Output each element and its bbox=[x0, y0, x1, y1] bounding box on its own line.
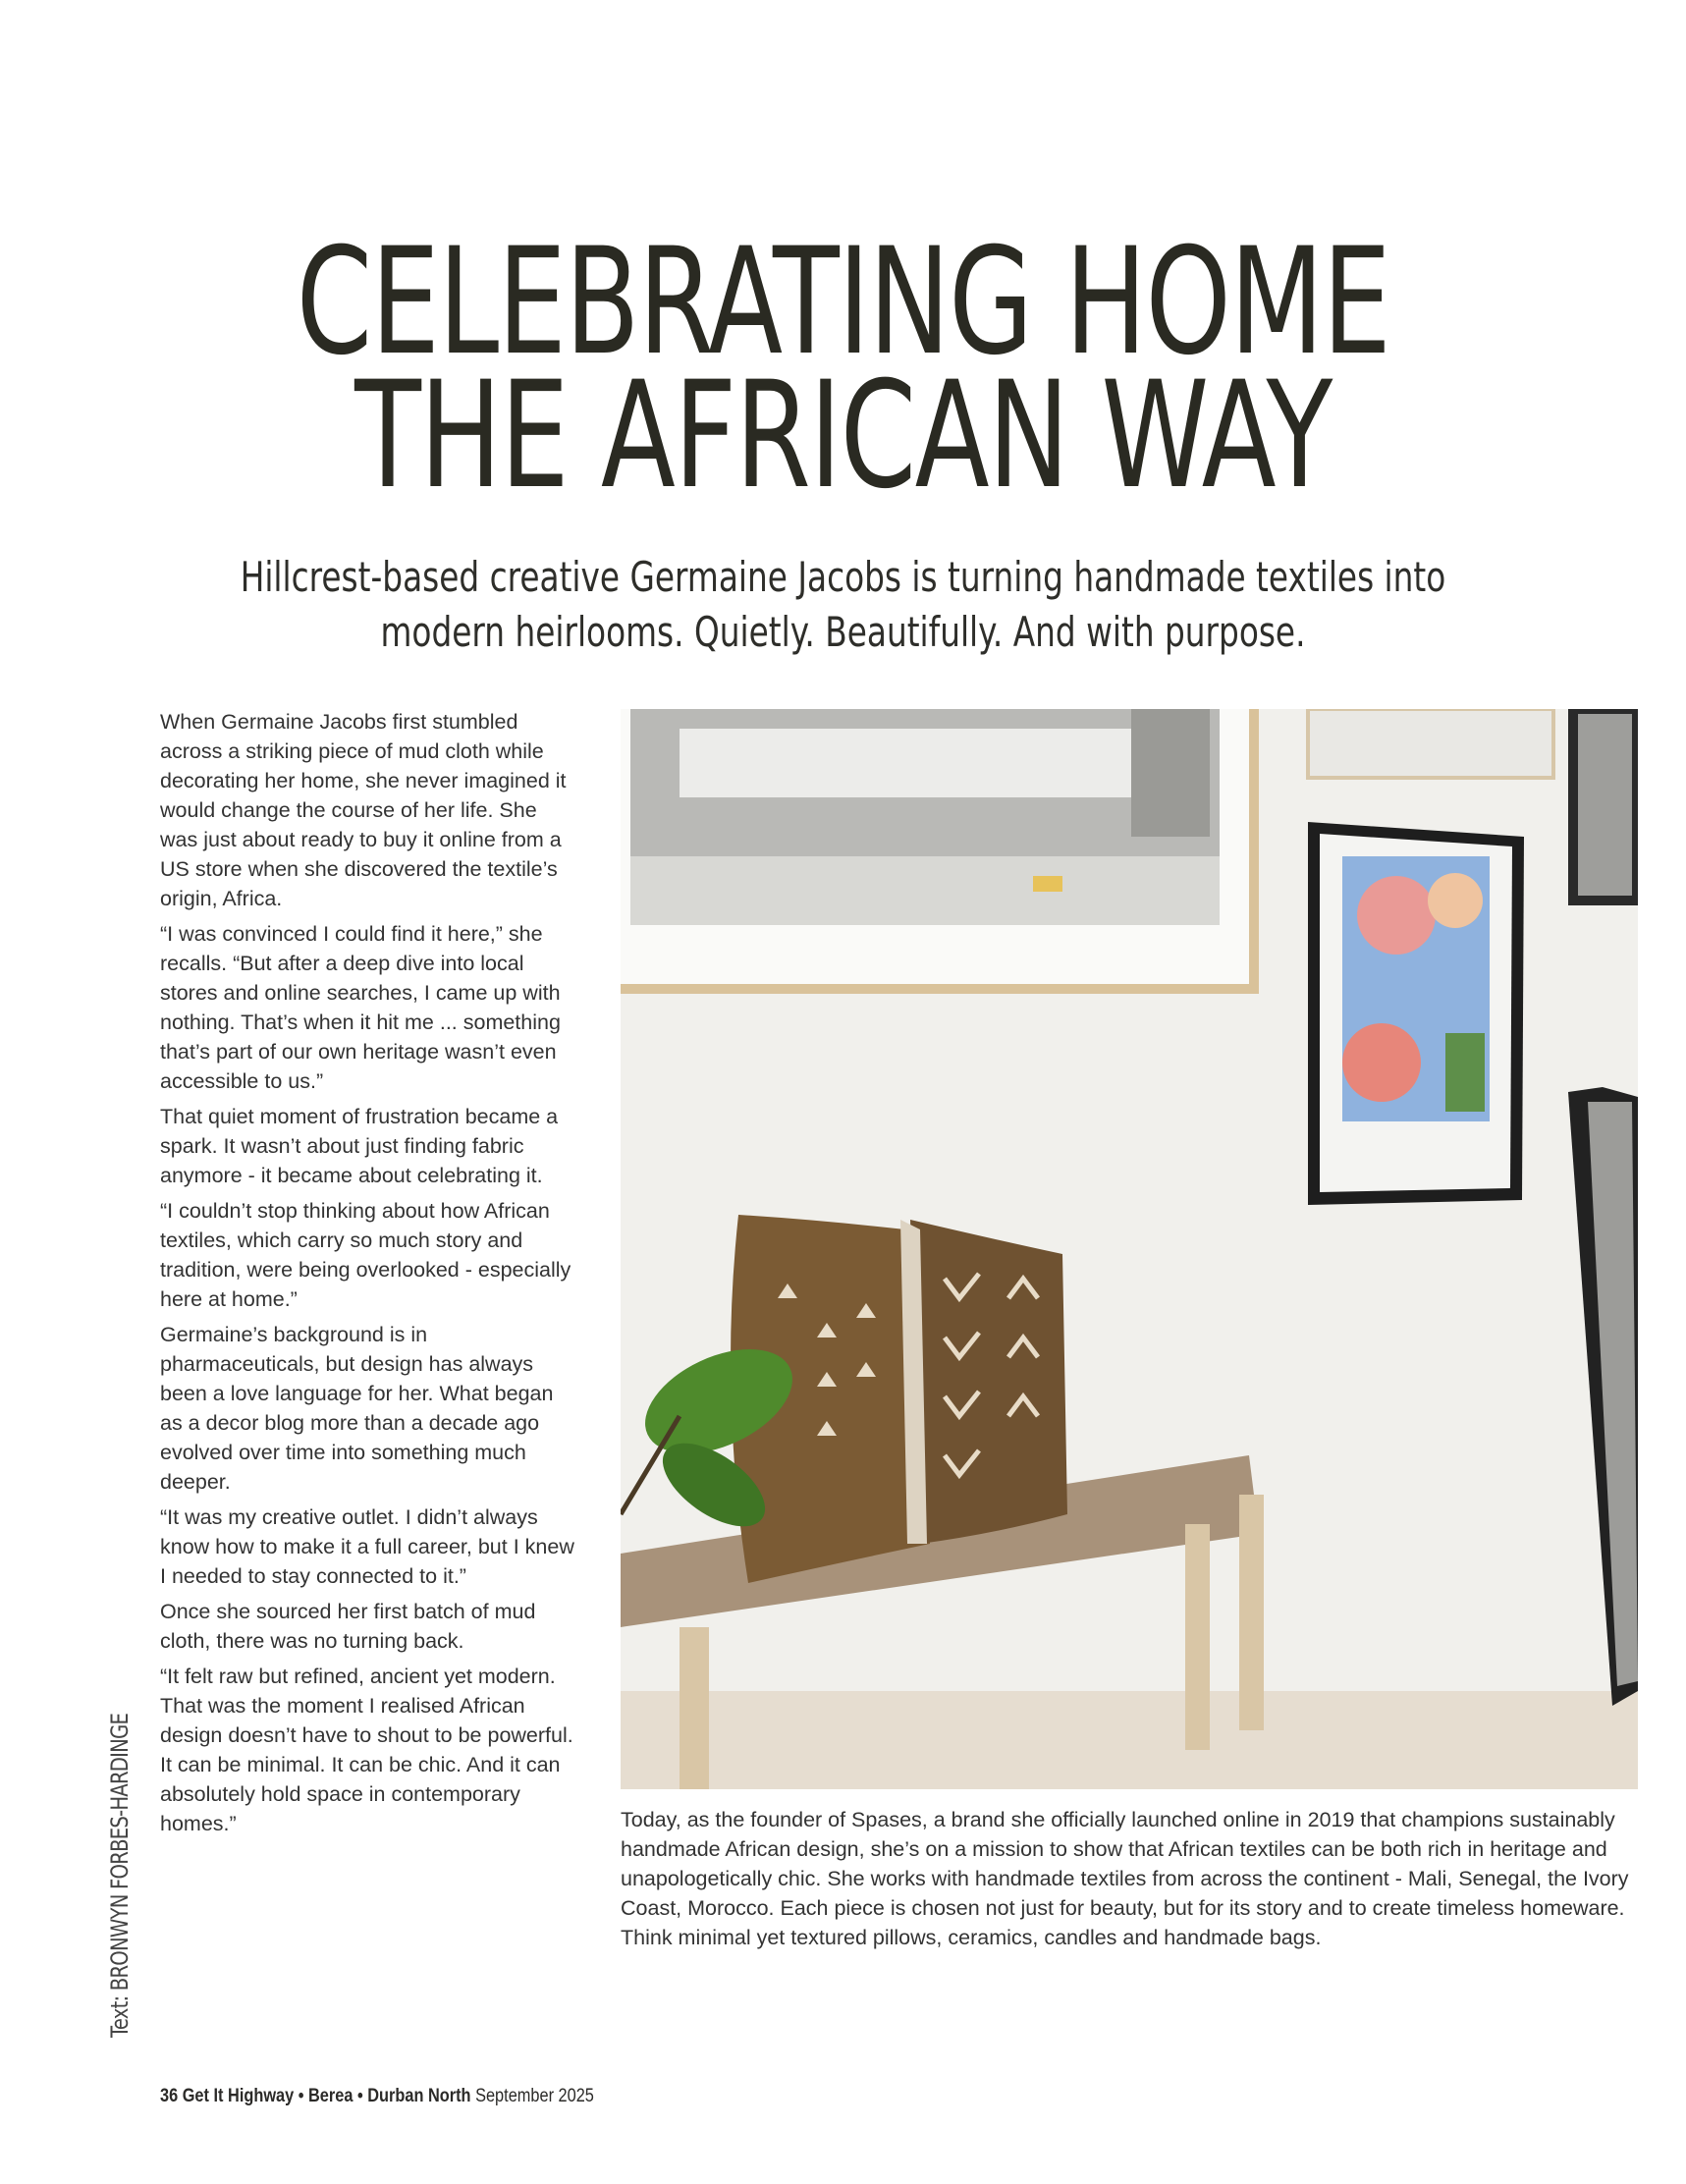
paragraph: “I was convinced I could find it here,” she recalls. “But after a deep dive into local stores and online searches, I came up with nothing. That’s when it hit me ... something that’s part of our own heritage wasn’t even accessible to us.” bbox=[160, 922, 561, 1093]
paragraph: “I couldn’t stop thinking about how African textiles, which carry so much story and tradition, were being overlooked - especially here at home.” bbox=[160, 1199, 571, 1311]
feature-photo bbox=[621, 709, 1638, 1789]
author-credit bbox=[106, 1642, 134, 2038]
page-footer bbox=[160, 2086, 594, 2107]
standfirst bbox=[0, 550, 1686, 660]
headline bbox=[0, 217, 1686, 521]
author-credit-text: Text: BRONWYN FORBES-HARDINGE bbox=[106, 1713, 134, 2038]
interior-photo-icon bbox=[621, 709, 1638, 1789]
issue-date: September 2025 bbox=[475, 2086, 594, 2106]
standfirst-line-2: modern heirlooms. Quietly. Beautifully. And with purpose. bbox=[380, 608, 1306, 656]
publication-name: Get It Highway • Berea • Durban North bbox=[182, 2086, 471, 2106]
paragraph: Germaine’s background is in pharmaceuticals, but design has always been a love language for her. What began as a decor blog more than a decade ago evolved over time into something much deeper. bbox=[160, 1323, 554, 1494]
body-column-right bbox=[621, 1805, 1642, 1952]
paragraph: That quiet moment of frustration became a spark. It wasn’t about just finding fabric anymore - it became about celebrating it. bbox=[160, 1105, 559, 1187]
paragraph: “It felt raw but refined, ancient yet modern. That was the moment I realised African design doesn’t have to shout to be powerful. It can be minimal. It can be chic. And it can absolutely hold space in contemporary homes.” bbox=[160, 1665, 573, 1835]
page-number: 36 bbox=[160, 2086, 179, 2106]
headline-line-2: THE AFRICAN WAY bbox=[354, 351, 1332, 521]
paragraph: When Germaine Jacobs first stumbled across a striking piece of mud cloth while decorating her home, she never imagined it would change the course of her life. She was just about ready to buy it online from a US store when she discovered the textile’s origin, Africa. bbox=[160, 710, 567, 910]
paragraph: “It was my creative outlet. I didn’t always know how to make it a full career, but I knew I needed to stay connected to it.” bbox=[160, 1505, 574, 1588]
paragraph: Today, as the founder of Spases, a brand she officially launched online in 2019 that champions sustainably handmade African design, she’s on a mission to show that African textiles can be both rich in heritage and unapologetically chic. She works with handmade textiles from across the continent - Mali, Senegal, the Ivory Coast, Morocco. Each piece is chosen not just for beauty, but for its story and to create timeless homeware. Think minimal yet textured pillows, ceramics, candles and handmade bags. bbox=[621, 1808, 1629, 1949]
paragraph: Once she sourced her first batch of mud cloth, there was no turning back. bbox=[160, 1600, 536, 1653]
body-column-left bbox=[160, 707, 577, 1844]
standfirst-line-1: Hillcrest-based creative Germaine Jacobs is turning handmade textiles into bbox=[240, 553, 1446, 601]
headline-line-1: CELEBRATING HOME bbox=[296, 217, 1390, 388]
